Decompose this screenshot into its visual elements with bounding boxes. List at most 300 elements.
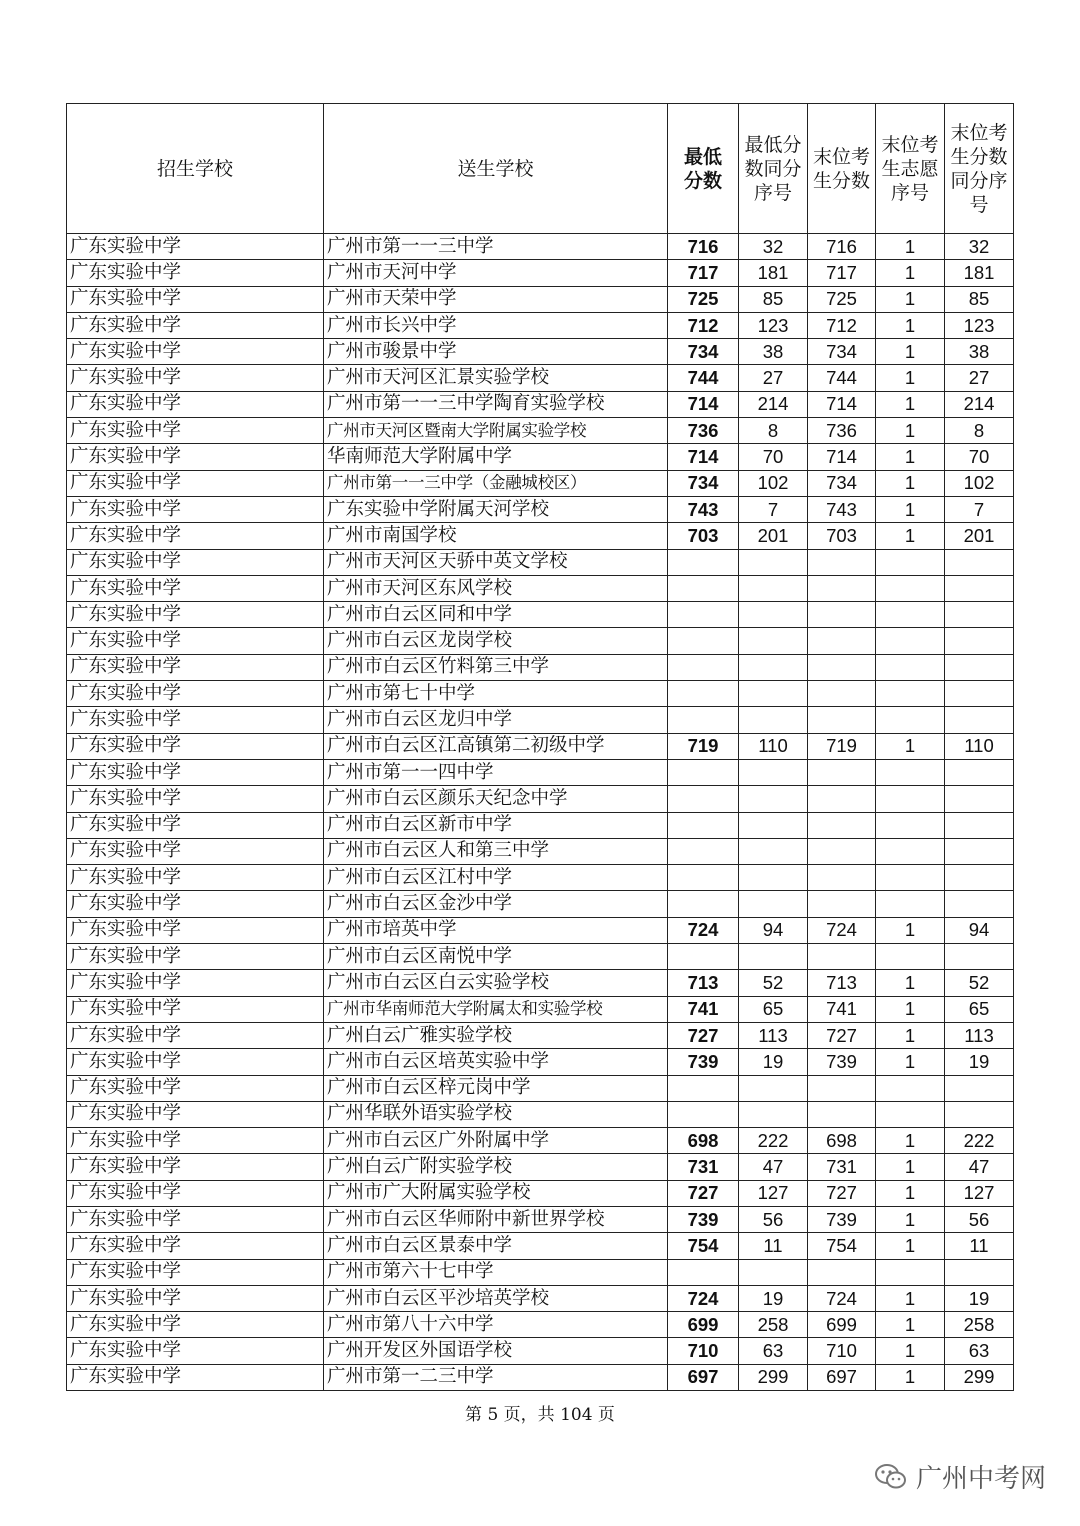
table-row — [67, 1206, 1014, 1232]
last-score-rank-cell: 7 — [945, 496, 1014, 522]
min-score-cell: 743 — [668, 496, 739, 522]
recruiting-school-cell: 广东实验中学 — [67, 602, 324, 628]
last-score-rank-cell — [945, 1259, 1014, 1285]
min-score-rank-cell — [739, 759, 808, 785]
min-score-cell: 714 — [668, 444, 739, 470]
recruiting-school-cell: 广东实验中学 — [67, 234, 324, 260]
min-score-cell — [668, 944, 739, 970]
sending-school-cell: 广州市白云区龙岗学校 — [324, 628, 668, 654]
table-row — [67, 1075, 1014, 1101]
sending-school-cell: 广州市白云区南悦中学 — [324, 944, 668, 970]
last-score-cell: 712 — [808, 312, 876, 338]
min-score-rank-cell: 38 — [739, 339, 808, 365]
recruiting-school-cell: 广东实验中学 — [67, 418, 324, 444]
watermark — [874, 1458, 1046, 1495]
table-row — [67, 654, 1014, 680]
last-score-rank-cell — [945, 602, 1014, 628]
last-wish-rank-cell — [876, 1259, 945, 1285]
last-score-cell — [808, 549, 876, 575]
min-score-rank-cell — [739, 602, 808, 628]
sending-school-cell: 广州市白云区同和中学 — [324, 602, 668, 628]
last-wish-rank-cell — [876, 865, 945, 891]
min-score-rank-cell: 110 — [739, 733, 808, 759]
recruiting-school-cell: 广东实验中学 — [67, 286, 324, 312]
last-score-rank-cell — [945, 812, 1014, 838]
last-wish-rank-cell — [876, 759, 945, 785]
min-score-rank-cell: 7 — [739, 496, 808, 522]
last-score-rank-cell — [945, 628, 1014, 654]
table-row — [67, 312, 1014, 338]
min-score-rank-cell: 11 — [739, 1233, 808, 1259]
table-row — [67, 838, 1014, 864]
sending-school-cell: 广东实验中学附属天河学校 — [324, 496, 668, 522]
min-score-rank-cell: 258 — [739, 1312, 808, 1338]
min-score-rank-cell: 19 — [739, 1049, 808, 1075]
last-score-cell — [808, 707, 876, 733]
recruiting-school-cell: 广东实验中学 — [67, 1338, 324, 1364]
last-score-rank-cell: 19 — [945, 1049, 1014, 1075]
last-score-rank-cell — [945, 654, 1014, 680]
last-score-rank-cell: 258 — [945, 1312, 1014, 1338]
min-score-cell — [668, 865, 739, 891]
min-score-rank-cell — [739, 865, 808, 891]
last-wish-rank-cell: 1 — [876, 339, 945, 365]
last-score-rank-cell: 65 — [945, 996, 1014, 1022]
sending-school-cell: 广州市白云区江高镇第二初级中学 — [324, 733, 668, 759]
sending-school-cell: 广州华联外语实验学校 — [324, 1101, 668, 1127]
last-wish-rank-cell — [876, 786, 945, 812]
recruiting-school-cell: 广东实验中学 — [67, 1101, 324, 1127]
min-score-cell — [668, 891, 739, 917]
last-wish-rank-cell: 1 — [876, 444, 945, 470]
last-wish-rank-cell: 1 — [876, 391, 945, 417]
last-score-rank-cell: 70 — [945, 444, 1014, 470]
min-score-cell: 713 — [668, 970, 739, 996]
last-score-cell — [808, 891, 876, 917]
header-sending-school: 送生学校 — [324, 104, 668, 234]
table-row — [67, 996, 1014, 1022]
last-score-cell: 754 — [808, 1233, 876, 1259]
last-score-cell: 725 — [808, 286, 876, 312]
recruiting-school-cell: 广东实验中学 — [67, 260, 324, 286]
last-wish-rank-cell — [876, 812, 945, 838]
sending-school-cell: 广州市广大附属实验学校 — [324, 1180, 668, 1206]
min-score-rank-cell — [739, 1075, 808, 1101]
last-score-rank-cell — [945, 707, 1014, 733]
min-score-cell — [668, 1075, 739, 1101]
min-score-rank-cell — [739, 681, 808, 707]
header-last-score: 末位考生分数 — [808, 104, 876, 234]
header-last-score-rank: 末位考生分数同分序号 — [945, 104, 1014, 234]
recruiting-school-cell: 广东实验中学 — [67, 1022, 324, 1048]
recruiting-school-cell: 广东实验中学 — [67, 312, 324, 338]
table-row — [67, 970, 1014, 996]
last-score-cell: 710 — [808, 1338, 876, 1364]
min-score-rank-cell — [739, 1259, 808, 1285]
last-score-rank-cell — [945, 759, 1014, 785]
sending-school-cell: 广州市白云区人和第三中学 — [324, 838, 668, 864]
last-score-rank-cell: 201 — [945, 523, 1014, 549]
last-wish-rank-cell: 1 — [876, 1312, 945, 1338]
table-row — [67, 470, 1014, 496]
min-score-cell: 724 — [668, 1285, 739, 1311]
min-score-cell: 734 — [668, 339, 739, 365]
min-score-rank-cell: 102 — [739, 470, 808, 496]
table-row — [67, 733, 1014, 759]
min-score-rank-cell: 299 — [739, 1364, 808, 1390]
sending-school-cell: 广州市白云区平沙培英学校 — [324, 1285, 668, 1311]
min-score-cell: 754 — [668, 1233, 739, 1259]
last-wish-rank-cell: 1 — [876, 234, 945, 260]
table-row — [67, 1285, 1014, 1311]
table-row — [67, 1338, 1014, 1364]
min-score-cell: 698 — [668, 1128, 739, 1154]
sending-school-cell: 广州白云广雅实验学校 — [324, 1022, 668, 1048]
min-score-cell: 703 — [668, 523, 739, 549]
last-score-rank-cell: 19 — [945, 1285, 1014, 1311]
recruiting-school-cell: 广东实验中学 — [67, 391, 324, 417]
min-score-rank-cell — [739, 707, 808, 733]
last-score-cell — [808, 1101, 876, 1127]
last-wish-rank-cell — [876, 891, 945, 917]
last-wish-rank-cell: 1 — [876, 1285, 945, 1311]
table-row — [67, 944, 1014, 970]
header-last-wish-rank: 末位考生志愿序号 — [876, 104, 945, 234]
table-row — [67, 786, 1014, 812]
last-score-rank-cell — [945, 786, 1014, 812]
min-score-cell: 736 — [668, 418, 739, 444]
sending-school-cell: 广州白云广附实验学校 — [324, 1154, 668, 1180]
sending-school-cell: 广州市第一一三中学陶育实验学校 — [324, 391, 668, 417]
last-wish-rank-cell: 1 — [876, 418, 945, 444]
last-score-cell: 698 — [808, 1128, 876, 1154]
min-score-rank-cell — [739, 838, 808, 864]
last-wish-rank-cell: 1 — [876, 970, 945, 996]
table-row — [67, 339, 1014, 365]
min-score-cell: 724 — [668, 917, 739, 943]
min-score-rank-cell: 113 — [739, 1022, 808, 1048]
sending-school-cell: 广州市天荣中学 — [324, 286, 668, 312]
table-row — [67, 602, 1014, 628]
last-score-cell: 724 — [808, 917, 876, 943]
last-score-cell — [808, 681, 876, 707]
min-score-rank-cell: 127 — [739, 1180, 808, 1206]
sending-school-cell: 广州市天河区东风学校 — [324, 575, 668, 601]
min-score-cell: 727 — [668, 1180, 739, 1206]
table-row — [67, 496, 1014, 522]
sending-school-cell: 广州市白云区广外附属中学 — [324, 1128, 668, 1154]
min-score-cell: 710 — [668, 1338, 739, 1364]
page-footer: 第 5 页，共 104 页 — [465, 1405, 615, 1425]
sending-school-cell: 广州市华南师范大学附属太和实验学校 — [324, 996, 668, 1022]
recruiting-school-cell: 广东实验中学 — [67, 1075, 324, 1101]
last-score-rank-cell: 181 — [945, 260, 1014, 286]
min-score-cell: 734 — [668, 470, 739, 496]
last-score-rank-cell: 94 — [945, 917, 1014, 943]
table-row — [67, 681, 1014, 707]
min-score-rank-cell: 85 — [739, 286, 808, 312]
last-score-cell — [808, 1075, 876, 1101]
last-wish-rank-cell — [876, 654, 945, 680]
min-score-cell — [668, 575, 739, 601]
last-score-cell: 703 — [808, 523, 876, 549]
last-score-rank-cell: 27 — [945, 365, 1014, 391]
recruiting-school-cell: 广东实验中学 — [67, 733, 324, 759]
last-score-cell: 697 — [808, 1364, 876, 1390]
last-wish-rank-cell: 1 — [876, 1338, 945, 1364]
admission-score-table — [66, 103, 1014, 1391]
table-row — [67, 1049, 1014, 1075]
min-score-cell — [668, 628, 739, 654]
last-wish-rank-cell: 1 — [876, 496, 945, 522]
recruiting-school-cell: 广东实验中学 — [67, 1259, 324, 1285]
min-score-cell: 697 — [668, 1364, 739, 1390]
min-score-cell: 714 — [668, 391, 739, 417]
min-score-cell: 719 — [668, 733, 739, 759]
last-score-rank-cell: 32 — [945, 234, 1014, 260]
sending-school-cell: 广州市白云区颜乐天纪念中学 — [324, 786, 668, 812]
last-wish-rank-cell: 1 — [876, 1022, 945, 1048]
recruiting-school-cell: 广东实验中学 — [67, 444, 324, 470]
last-wish-rank-cell: 1 — [876, 1364, 945, 1390]
last-wish-rank-cell — [876, 707, 945, 733]
last-score-rank-cell: 110 — [945, 733, 1014, 759]
last-score-cell — [808, 759, 876, 785]
last-score-cell — [808, 944, 876, 970]
last-wish-rank-cell: 1 — [876, 1154, 945, 1180]
last-score-rank-cell: 102 — [945, 470, 1014, 496]
last-wish-rank-cell: 1 — [876, 286, 945, 312]
header-recruiting-school: 招生学校 — [67, 104, 324, 234]
min-score-cell — [668, 786, 739, 812]
table-row — [67, 628, 1014, 654]
table-row — [67, 1154, 1014, 1180]
sending-school-cell: 广州市培英中学 — [324, 917, 668, 943]
min-score-cell — [668, 681, 739, 707]
recruiting-school-cell: 广东实验中学 — [67, 865, 324, 891]
table-row — [67, 812, 1014, 838]
header-min-score: 最低分数 — [668, 104, 739, 234]
sending-school-cell: 广州市天河区暨南大学附属实验学校 — [324, 418, 668, 444]
last-score-cell — [808, 602, 876, 628]
last-score-cell: 713 — [808, 970, 876, 996]
last-score-cell: 744 — [808, 365, 876, 391]
last-wish-rank-cell: 1 — [876, 917, 945, 943]
recruiting-school-cell: 广东实验中学 — [67, 707, 324, 733]
table-row — [67, 1312, 1014, 1338]
last-score-rank-cell — [945, 1075, 1014, 1101]
table-row — [67, 286, 1014, 312]
sending-school-cell: 广州市白云区新市中学 — [324, 812, 668, 838]
sending-school-cell: 广州市白云区梓元岗中学 — [324, 1075, 668, 1101]
last-wish-rank-cell: 1 — [876, 1049, 945, 1075]
last-score-cell: 734 — [808, 339, 876, 365]
last-score-rank-cell: 123 — [945, 312, 1014, 338]
recruiting-school-cell: 广东实验中学 — [67, 1233, 324, 1259]
last-wish-rank-cell: 1 — [876, 260, 945, 286]
last-wish-rank-cell: 1 — [876, 996, 945, 1022]
last-score-cell — [808, 575, 876, 601]
min-score-cell — [668, 549, 739, 575]
last-score-rank-cell: 8 — [945, 418, 1014, 444]
min-score-rank-cell — [739, 812, 808, 838]
sending-school-cell: 广州市第一一三中学（金融城校区） — [324, 470, 668, 496]
min-score-cell — [668, 759, 739, 785]
sending-school-cell: 广州市白云区华师附中新世界学校 — [324, 1206, 668, 1232]
last-wish-rank-cell: 1 — [876, 470, 945, 496]
last-wish-rank-cell: 1 — [876, 365, 945, 391]
sending-school-cell: 广州市天河区天骄中英文学校 — [324, 549, 668, 575]
table-row — [67, 523, 1014, 549]
recruiting-school-cell: 广东实验中学 — [67, 1312, 324, 1338]
last-score-cell — [808, 812, 876, 838]
last-score-cell: 734 — [808, 470, 876, 496]
last-score-rank-cell — [945, 575, 1014, 601]
min-score-cell: 716 — [668, 234, 739, 260]
min-score-rank-cell: 94 — [739, 917, 808, 943]
table-header-row — [67, 104, 1014, 234]
min-score-rank-cell: 181 — [739, 260, 808, 286]
last-score-cell — [808, 654, 876, 680]
recruiting-school-cell: 广东实验中学 — [67, 970, 324, 996]
min-score-rank-cell: 8 — [739, 418, 808, 444]
last-wish-rank-cell — [876, 628, 945, 654]
sending-school-cell: 广州市第一一三中学 — [324, 234, 668, 260]
last-score-rank-cell: 113 — [945, 1022, 1014, 1048]
last-wish-rank-cell: 1 — [876, 1206, 945, 1232]
last-wish-rank-cell: 1 — [876, 523, 945, 549]
last-wish-rank-cell — [876, 944, 945, 970]
min-score-cell — [668, 707, 739, 733]
table-row — [67, 260, 1014, 286]
recruiting-school-cell: 广东实验中学 — [67, 944, 324, 970]
last-score-cell — [808, 838, 876, 864]
last-score-cell: 719 — [808, 733, 876, 759]
table-row — [67, 1128, 1014, 1154]
last-score-cell: 739 — [808, 1049, 876, 1075]
last-wish-rank-cell: 1 — [876, 733, 945, 759]
sending-school-cell: 广州开发区外国语学校 — [324, 1338, 668, 1364]
min-score-rank-cell — [739, 944, 808, 970]
last-score-rank-cell: 299 — [945, 1364, 1014, 1390]
recruiting-school-cell: 广东实验中学 — [67, 523, 324, 549]
sending-school-cell: 广州市白云区竹料第三中学 — [324, 654, 668, 680]
recruiting-school-cell: 广东实验中学 — [67, 996, 324, 1022]
min-score-cell: 731 — [668, 1154, 739, 1180]
sending-school-cell: 广州市长兴中学 — [324, 312, 668, 338]
min-score-cell — [668, 602, 739, 628]
min-score-rank-cell — [739, 575, 808, 601]
min-score-cell — [668, 654, 739, 680]
last-wish-rank-cell — [876, 575, 945, 601]
sending-school-cell: 广州市第一一四中学 — [324, 759, 668, 785]
last-score-rank-cell: 85 — [945, 286, 1014, 312]
recruiting-school-cell: 广东实验中学 — [67, 1285, 324, 1311]
table-row — [67, 707, 1014, 733]
watermark-text: 广州中考网 — [915, 1464, 1046, 1494]
recruiting-school-cell: 广东实验中学 — [67, 1128, 324, 1154]
last-score-cell: 741 — [808, 996, 876, 1022]
last-score-rank-cell: 11 — [945, 1233, 1014, 1259]
table-row — [67, 1364, 1014, 1390]
min-score-rank-cell — [739, 1101, 808, 1127]
last-score-rank-cell — [945, 891, 1014, 917]
recruiting-school-cell: 广东实验中学 — [67, 470, 324, 496]
sending-school-cell: 广州市第八十六中学 — [324, 1312, 668, 1338]
sending-school-cell: 广州市骏景中学 — [324, 339, 668, 365]
last-score-rank-cell: 222 — [945, 1128, 1014, 1154]
min-score-cell: 727 — [668, 1022, 739, 1048]
sending-school-cell: 广州市天河区汇景实验学校 — [324, 365, 668, 391]
table-row — [67, 917, 1014, 943]
min-score-rank-cell — [739, 628, 808, 654]
min-score-rank-cell — [739, 654, 808, 680]
header-min-score-rank: 最低分数同分序号 — [739, 104, 808, 234]
sending-school-cell: 广州市白云区龙归中学 — [324, 707, 668, 733]
recruiting-school-cell: 广东实验中学 — [67, 496, 324, 522]
last-wish-rank-cell — [876, 1075, 945, 1101]
table-row — [67, 1180, 1014, 1206]
table-row — [67, 1233, 1014, 1259]
table-row — [67, 234, 1014, 260]
recruiting-school-cell: 广东实验中学 — [67, 339, 324, 365]
min-score-cell: 741 — [668, 996, 739, 1022]
min-score-cell: 712 — [668, 312, 739, 338]
last-score-rank-cell — [945, 865, 1014, 891]
last-wish-rank-cell — [876, 838, 945, 864]
recruiting-school-cell: 广东实验中学 — [67, 759, 324, 785]
min-score-rank-cell: 32 — [739, 234, 808, 260]
last-score-cell: 736 — [808, 418, 876, 444]
table-row — [67, 549, 1014, 575]
last-score-rank-cell: 127 — [945, 1180, 1014, 1206]
min-score-rank-cell: 19 — [739, 1285, 808, 1311]
last-score-rank-cell — [945, 944, 1014, 970]
last-score-cell: 724 — [808, 1285, 876, 1311]
table-row — [67, 391, 1014, 417]
sending-school-cell: 广州市天河中学 — [324, 260, 668, 286]
sending-school-cell: 华南师范大学附属中学 — [324, 444, 668, 470]
recruiting-school-cell: 广东实验中学 — [67, 917, 324, 943]
recruiting-school-cell: 广东实验中学 — [67, 575, 324, 601]
min-score-rank-cell: 56 — [739, 1206, 808, 1232]
last-wish-rank-cell: 1 — [876, 1233, 945, 1259]
min-score-rank-cell — [739, 891, 808, 917]
last-score-cell: 731 — [808, 1154, 876, 1180]
min-score-rank-cell: 214 — [739, 391, 808, 417]
recruiting-school-cell: 广东实验中学 — [67, 838, 324, 864]
recruiting-school-cell: 广东实验中学 — [67, 891, 324, 917]
recruiting-school-cell: 广东实验中学 — [67, 628, 324, 654]
last-score-cell: 714 — [808, 391, 876, 417]
min-score-rank-cell: 27 — [739, 365, 808, 391]
sending-school-cell: 广州市白云区白云实验学校 — [324, 970, 668, 996]
min-score-cell: 717 — [668, 260, 739, 286]
last-score-rank-cell: 52 — [945, 970, 1014, 996]
min-score-cell: 699 — [668, 1312, 739, 1338]
table-row — [67, 1101, 1014, 1127]
last-score-rank-cell: 47 — [945, 1154, 1014, 1180]
table-row — [67, 891, 1014, 917]
last-score-cell: 717 — [808, 260, 876, 286]
min-score-rank-cell — [739, 786, 808, 812]
table-row — [67, 1259, 1014, 1285]
last-score-cell — [808, 628, 876, 654]
last-score-cell: 699 — [808, 1312, 876, 1338]
recruiting-school-cell: 广东实验中学 — [67, 1180, 324, 1206]
sending-school-cell: 广州市第六十七中学 — [324, 1259, 668, 1285]
last-wish-rank-cell — [876, 681, 945, 707]
